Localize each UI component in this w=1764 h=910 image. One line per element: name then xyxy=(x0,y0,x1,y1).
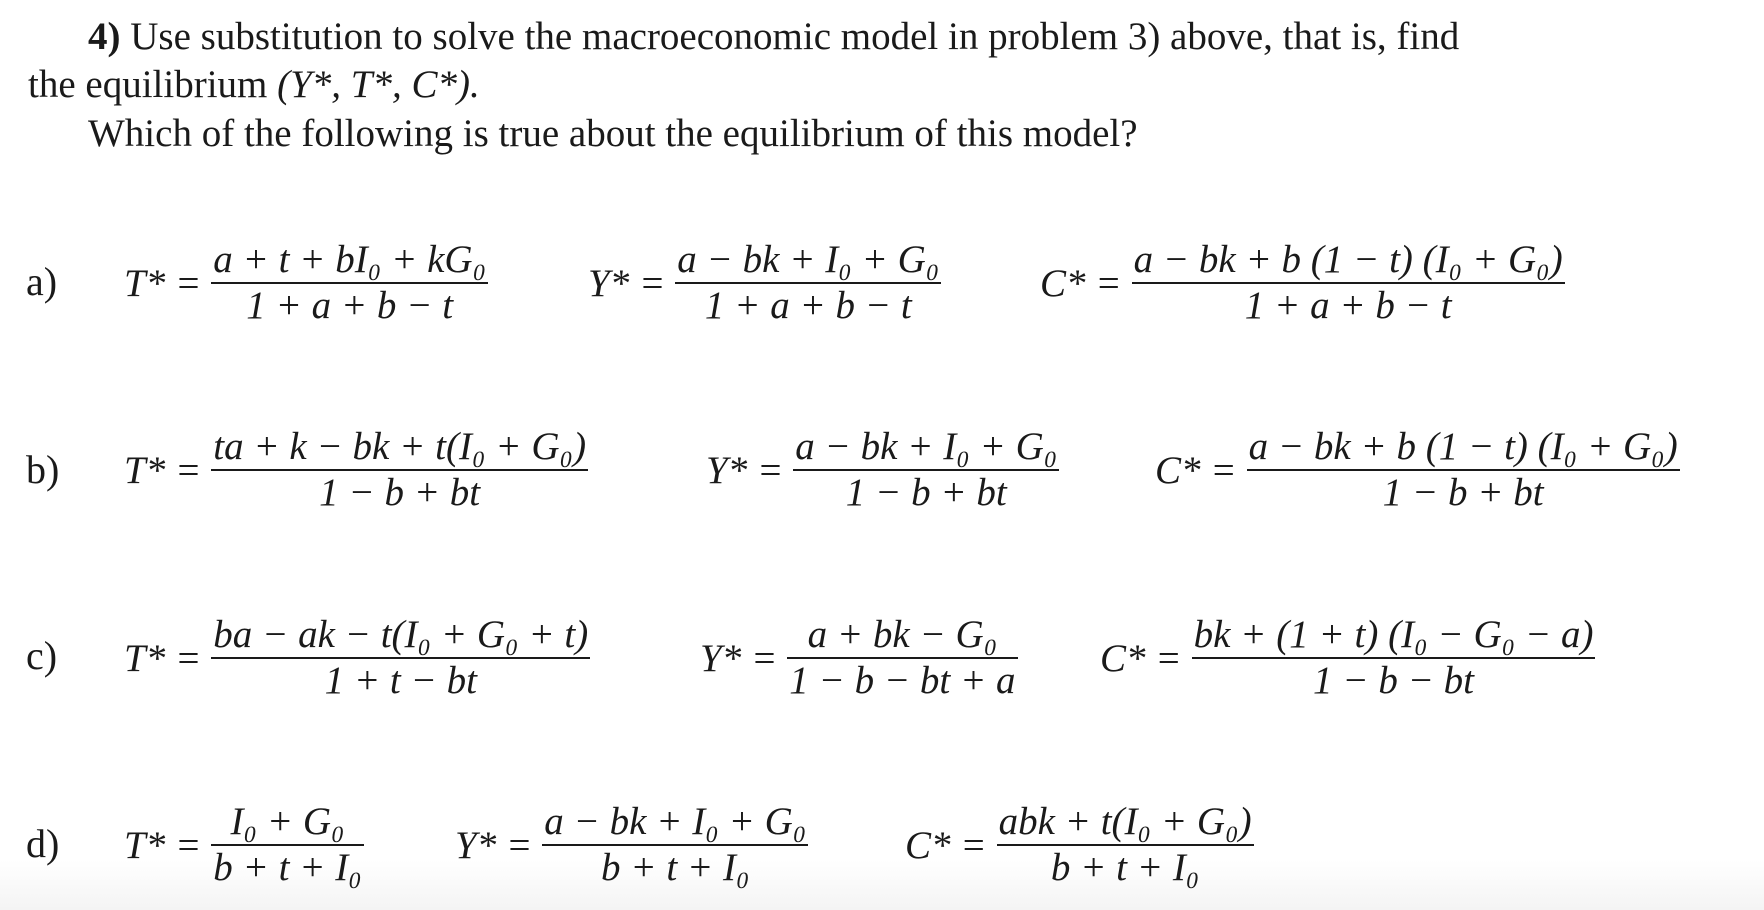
option-d-Y-denominator: b + t + I₀ xyxy=(601,846,750,889)
option-a-C-numerator: a − bk + b (1 − t) (I₀ + G₀) xyxy=(1133,238,1563,281)
option-c-T-denominator: 1 + t − bt xyxy=(324,659,477,702)
option-d-C-lhs: C* = xyxy=(905,823,987,867)
option-a-C-equation xyxy=(1040,238,1565,328)
option-b-Y-numerator: a − bk + I₀ + G₀ xyxy=(795,425,1058,468)
question-text-2: the equilibrium xyxy=(28,63,278,106)
option-a-T-fraction xyxy=(211,238,488,328)
option-d-T-lhs: T* = xyxy=(124,823,202,867)
option-a-Y-numerator: a − bk + I₀ + G₀ xyxy=(677,238,940,281)
option-d-label: d) xyxy=(26,821,60,866)
question-number: 4) xyxy=(88,15,121,58)
option-c-Y-denominator: 1 − b − bt + a xyxy=(789,659,1016,702)
option-b-C-lhs: C* = xyxy=(1155,448,1237,492)
option-b-T-denominator: 1 − b + bt xyxy=(319,471,481,514)
option-d-C-equation xyxy=(905,800,1254,890)
option-b-Y-equation xyxy=(706,425,1059,515)
option-a-Y-denominator: 1 + a + b − t xyxy=(704,284,912,327)
option-d-C-numerator: abk + t(I₀ + G₀) xyxy=(998,800,1252,843)
question-line-2 xyxy=(28,62,480,108)
option-d-C-fraction xyxy=(997,800,1254,890)
option-a-T-equation xyxy=(124,238,488,328)
option-b-C-denominator: 1 − b + bt xyxy=(1382,471,1544,514)
option-c-Y-numerator: a + bk − G₀ xyxy=(807,613,998,656)
option-d-C-denominator: b + t + I₀ xyxy=(1050,846,1200,889)
question-line-1 xyxy=(88,14,1459,60)
option-d-T-fraction xyxy=(211,800,364,890)
option-a-C-lhs: C* = xyxy=(1040,261,1122,305)
option-b-label: b) xyxy=(26,447,60,492)
option-c-C-denominator: 1 − b − bt xyxy=(1313,659,1475,702)
option-b-Y-denominator: 1 − b + bt xyxy=(845,471,1007,514)
option-b-T-fraction xyxy=(211,425,588,515)
option-c-T-equation xyxy=(124,613,590,703)
equilibrium-tuple: (Y*, T*, C*). xyxy=(277,63,480,106)
option-b-T-numerator: ta + k − bk + t(I₀ + G₀) xyxy=(213,425,587,468)
option-c-Y-equation xyxy=(700,613,1018,703)
question-prompt: Which of the following is true about the equilibrium of this model? xyxy=(88,112,1138,155)
option-a-C-fraction xyxy=(1132,238,1565,328)
option-b-Y-fraction xyxy=(793,425,1059,515)
option-c-C-lhs: C* = xyxy=(1100,636,1182,680)
option-b-C-equation xyxy=(1155,425,1680,515)
option-a-T-lhs: T* = xyxy=(124,261,202,305)
option-b-T-lhs: T* = xyxy=(124,448,202,492)
option-c-T-lhs: T* = xyxy=(124,636,202,680)
option-c-Y-lhs: Y* = xyxy=(700,636,778,680)
option-c-C-equation xyxy=(1100,613,1595,703)
option-d-T-equation xyxy=(124,800,364,890)
option-b-Y-lhs: Y* = xyxy=(706,448,784,492)
option-a-T-numerator: a + t + bI₀ + kG₀ xyxy=(213,238,487,281)
question-text-1: Use substitution to solve the macroeconomic model in problem 3) above, that is, find xyxy=(120,15,1460,58)
option-a-T-denominator: 1 + a + b − t xyxy=(246,284,454,327)
option-d-T-denominator: b + t + I₀ xyxy=(213,846,362,889)
option-d-Y-equation xyxy=(455,800,808,890)
option-b-T-equation xyxy=(124,425,588,515)
option-a-Y-lhs: Y* = xyxy=(588,261,666,305)
option-a-C-denominator: 1 + a + b − t xyxy=(1244,284,1452,327)
option-a-Y-equation xyxy=(588,238,941,328)
option-b-C-fraction xyxy=(1247,425,1680,515)
option-b-C-numerator: a − bk + b (1 − t) (I₀ + G₀) xyxy=(1248,425,1678,468)
option-d-Y-fraction xyxy=(542,800,808,890)
option-c-C-numerator: bk + (1 + t) (I₀ − G₀ − a) xyxy=(1193,613,1594,656)
option-a-label: a) xyxy=(26,259,58,304)
option-c-C-fraction xyxy=(1192,613,1596,703)
option-c-T-numerator: ba − ak − t(I₀ + G₀ + t) xyxy=(213,613,589,656)
option-d-Y-numerator: a − bk + I₀ + G₀ xyxy=(544,800,807,843)
option-d-T-numerator: I₀ + G₀ xyxy=(230,800,345,843)
option-a-Y-fraction xyxy=(675,238,941,328)
question-line-3 xyxy=(88,111,1138,157)
option-d-Y-lhs: Y* = xyxy=(455,823,533,867)
option-c-T-fraction xyxy=(211,613,590,703)
option-c-label: c) xyxy=(26,633,58,678)
option-c-Y-fraction xyxy=(787,613,1017,703)
